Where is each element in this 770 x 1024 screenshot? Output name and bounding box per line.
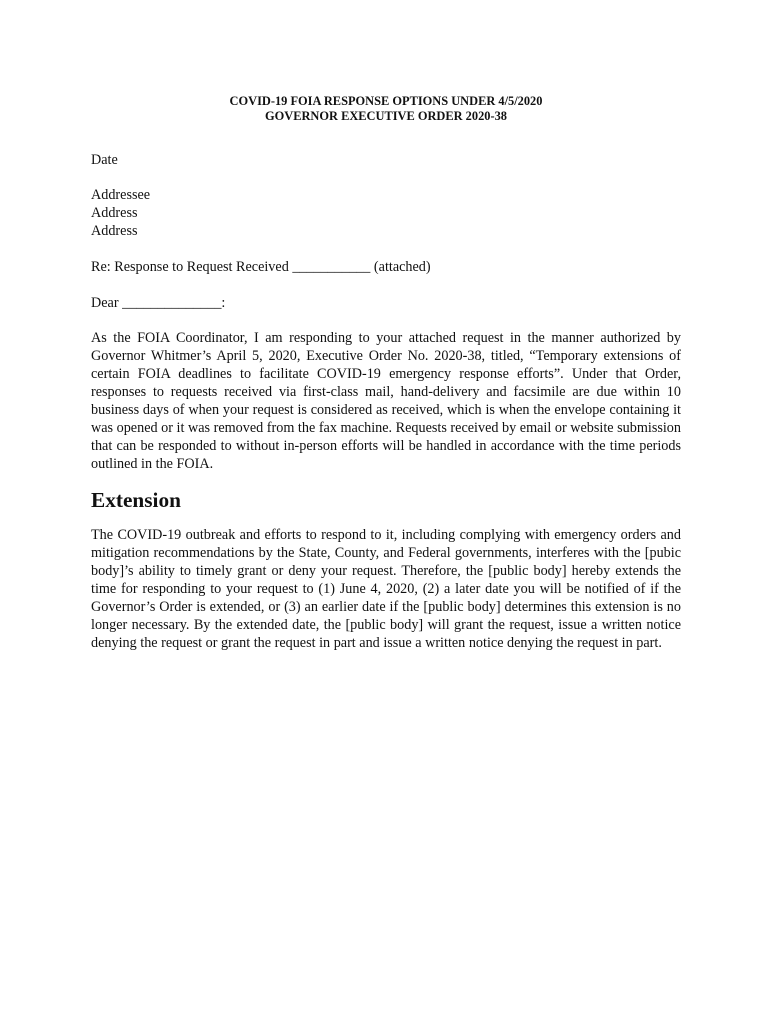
salutation: Dear ______________: bbox=[91, 295, 226, 311]
addressee: Addressee bbox=[91, 187, 151, 203]
date-field: Date bbox=[91, 152, 118, 168]
address-line-1: Address bbox=[91, 205, 138, 221]
document-body bbox=[91, 94, 681, 652]
title-line-1: COVID-19 FOIA RESPONSE OPTIONS UNDER 4/5/2020 bbox=[229, 94, 543, 108]
re-line: Re: Response to Request Received ___________ (attached) bbox=[91, 259, 431, 275]
address-block bbox=[91, 186, 681, 240]
paragraph-foia-coordinator: As the FOIA Coordinator, I am responding to your attached request in the manner authorized by Governor Whitmer’s April 5, 2020, Executive Order No. 2020-38, titled, “Temporary extensions of certain FOIA deadlines to facilitate COVID-19 emergency response efforts”. Under that Order, responses to requests received via first-class mail, hand-delivery and facsimile are due within 10 business days of when your request is considered as received, which is when the envelope containing it was opened or it was removed from the fax machine. Requests received by email or website submission that can be responded to without in-person efforts will be handled in accordance with the time periods outlined in the FOIA. bbox=[91, 330, 681, 472]
title-line-2: GOVERNOR EXECUTIVE ORDER 2020-38 bbox=[265, 108, 507, 123]
section-heading-extension: Extension bbox=[91, 488, 181, 512]
paragraph-extension: The COVID-19 outbreak and efforts to respond to it, including complying with emergency orders and mitigation recommendations by the State, County, and Federal governments, interferes with the [pubic body]’s ability to timely grant or deny your request. Therefore, the [public body] hereby extends the time for responding to your request to (1) June 4, 2020, (2) a later date you will be notified of if the Governor’s Order is extended, or (3) an earlier date if the [public body] determines this extension is no longer necessary. By the extended date, the [public body] will grant the request, issue a written notice denying the request or grant the request in part and issue a written notice denying the request in part. bbox=[91, 527, 681, 651]
document-title bbox=[91, 94, 681, 123]
address-line-2: Address bbox=[91, 223, 138, 239]
